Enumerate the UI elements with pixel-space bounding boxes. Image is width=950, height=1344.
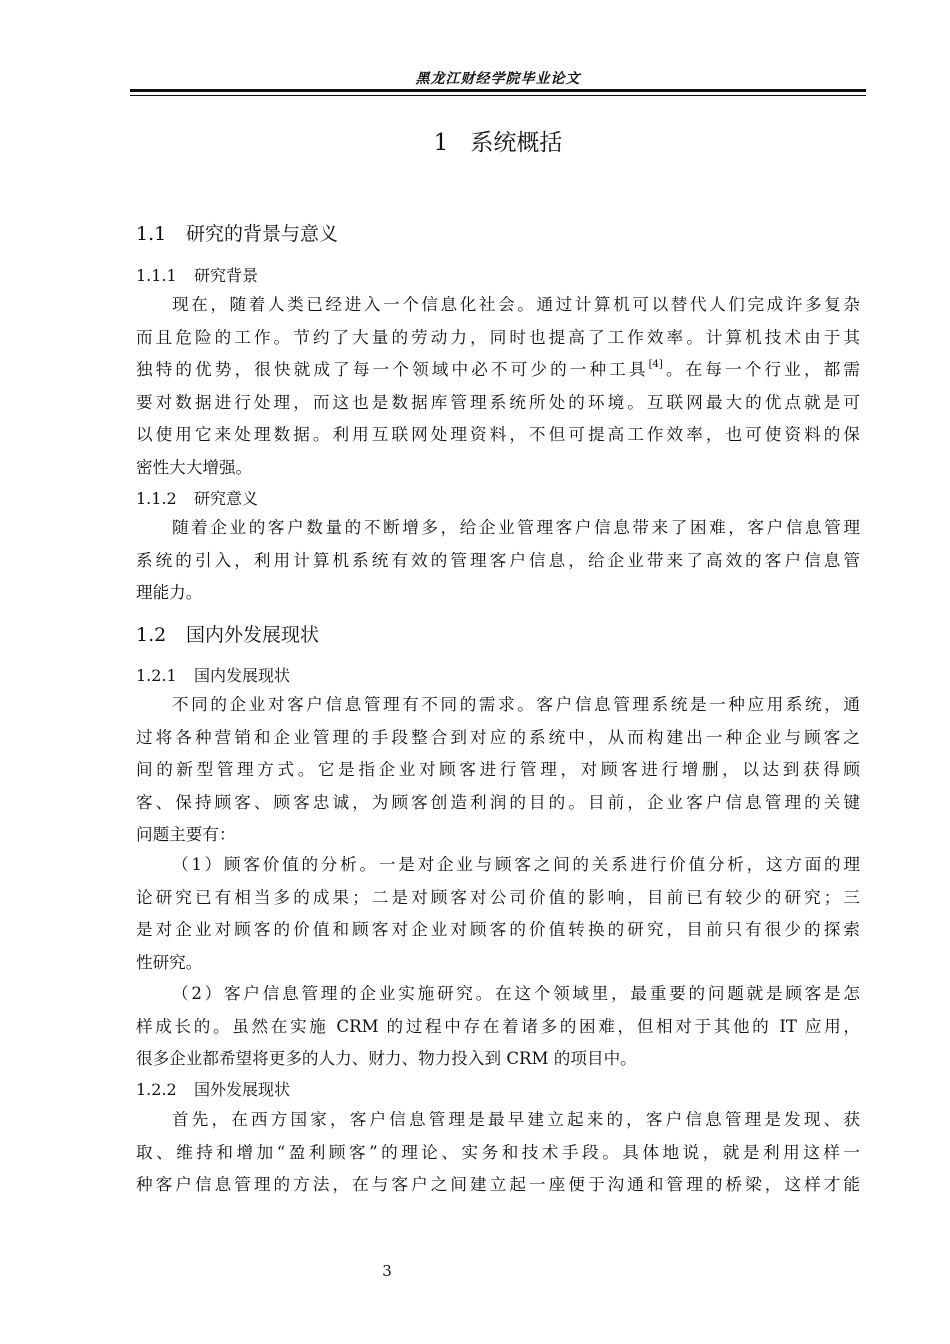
subsection-heading-1-2-2: 1.2.2 国外发展现状: [136, 1080, 291, 1099]
section-heading-1-2: 1.2 国内外发展现状: [136, 624, 320, 646]
chapter-number: 1: [433, 130, 449, 156]
paragraph-enterprise-implementation: （2）客户信息管理的企业实施研究。在这个领域里，最重要的问题就是顾客是怎 样成长的。虽然在实施 CRM 的过程中存在着诸多的困难，但相对于其他的 IT 应用， 很多企业都希望将更多的人力、财力、物力投入到 CRM 的项目中。: [136, 984, 860, 1069]
citation-ref: [4]: [648, 359, 663, 371]
paragraph-foreign-status: 首先，在西方国家，客户信息管理是最早建立起来的，客户信息管理是发现、获 取、维持和增加“盈利顾客”的理论、实务和技术手段。具体地说，就是利用这样一 种客户信息管理的方法，在与客户之间建立起一座便于沟通和管理的桥梁，这样才能: [136, 1110, 860, 1195]
header-rule-thin: [130, 95, 866, 96]
chapter-title-text: 系统概括: [470, 130, 563, 156]
running-header: 黑龙江财经学院毕业论文: [415, 71, 581, 87]
paragraph-domestic-status: 不同的企业对客户信息管理有不同的需求。客户信息管理系统是一种应用系统，通 过将各种营销和企业管理的手段整合到对应的系统中，从而构建出一种企业与顾客之 间的新型管理方式。它是指企业对顾客进行管理，对顾客进行增删，以达到获得顾 客、保持顾客、顾客忠诚，为顾客创造利润的目的。目前，企业客户信息管理的关键 问题主要有：: [136, 695, 860, 845]
paragraph-research-background: 现在，随着人类已经进入一个信息化社会。通过计算机可以替代人们完成许多复杂 而且危险的工作。节约了大量的劳动力，同时也提高了工作效率。计算机技术由于其 独特的优势，很快就成了每一个领域中必不可少的一种工具[4]。在每一个行业，都需 要对数据进行处理，而这也是数据库管理系统所处的环境。互联网最大的优点就是可 以使用它来处理数据。利用互联网处理资料，不但可提高工作效率，也可使资料的保 密性大大增强。: [136, 295, 861, 477]
header-rule-thick: [130, 89, 866, 92]
subsection-heading-1-2-1: 1.2.1 国内发展现状: [136, 666, 291, 685]
page-number: 3: [382, 1262, 392, 1280]
subsection-heading-1-1-1: 1.1.1 研究背景: [136, 266, 259, 285]
chapter-title: [130, 124, 866, 157]
section-heading-1-1: 1.1 研究的背景与意义: [136, 223, 339, 245]
paragraph-research-significance: 随着企业的客户数量的不断增多，给企业管理客户信息带来了困难，客户信息管理 系统的引入，利用计算机系统有效的管理客户信息，给企业带来了高效的客户信息管 理能力。: [136, 518, 860, 603]
subsection-heading-1-1-2: 1.1.2 研究意义: [136, 489, 259, 508]
paragraph-customer-value: （1）顾客价值的分析。一是对企业与顾客之间的关系进行价值分析，这方面的理 论研究已有相当多的成果；二是对顾客对公司价值的影响，目前已有较少的研究；三 是对企业对顾客的价值和顾客对企业对顾客的价值转换的研究，目前只有很少的探索 性研究。: [136, 855, 860, 972]
